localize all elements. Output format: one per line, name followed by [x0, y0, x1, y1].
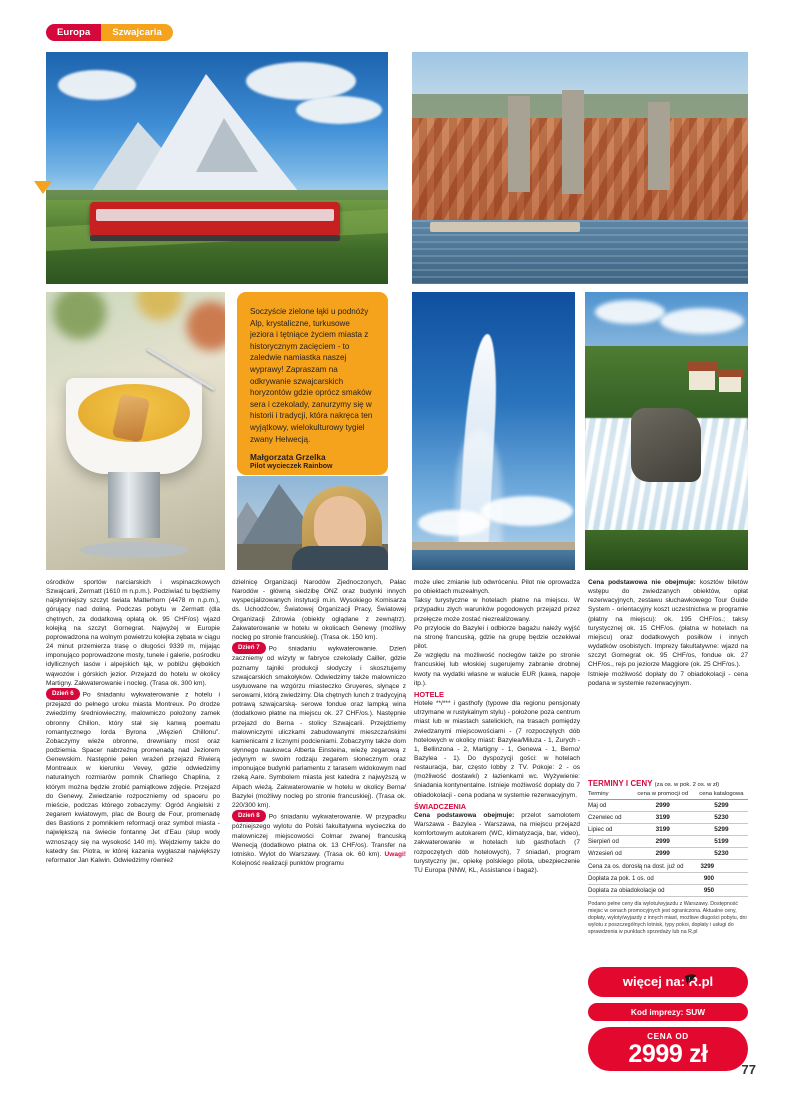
text-column-3 — [414, 578, 580, 875]
text-column-2 — [232, 578, 406, 868]
badge-country[interactable]: Szwajcaria — [101, 24, 173, 41]
house-shape — [719, 376, 741, 392]
text-column-4 — [588, 578, 748, 688]
price-from-label: CENA OD — [647, 1032, 689, 1041]
day-paragraph — [232, 810, 406, 868]
pilot-quote-card — [237, 292, 388, 475]
day-paragraph — [46, 688, 220, 865]
day-text: Po śniadaniu wykwaterowanie. W przypadku późniejszego wylotu do Polski fakultatywna wycieczka do malowniczej miejscowości Colmar zwanej francuską Wenecją (dodatkowo płatna ok. 13 CHF/os). Transfer na lotnisko. Wylot do Warszawy. (Trasa ok. 60 km). — [232, 813, 406, 858]
paragraph: ośrodków sportów narciarskich i wspinaczkowych Szwajcarii, Zermatt (1610 m n.p.m.). Podziwiać tu będziemy najsłynniejszy szczyt świata Matterhorn (4478 m n.p.m.), górujący nad doliną. Podczas pobytu w Zermatt (dla chętnych, za dodatkową opłatą ok. 95 CHF/os) wjazd kolejką na szczyt Gornegrat. Najwyżej w Europie poprowadzona na wolnym powietrzu kolejka zębata w ciągu 24 minut przemierza trasę o długości 9339 m, mijając imponująco poprowadzone mosty, tunele i galerie, pośrodku idyllicznych lasów i alpejskich łąk, w pobliżu głębokich wąwozów i górskich jezior. Przejazd do hotelu w okolicy Martigny. Zakwaterowanie i nocleg. (Trasa ok. 300 km). — [46, 579, 220, 687]
section-heading-services: ŚWIADCZENIA — [414, 801, 467, 811]
table-row-extra — [588, 872, 748, 884]
cell-value: 950 — [695, 884, 748, 896]
cell-promo: 2999 — [631, 799, 695, 811]
day-text: Po śniadaniu wykwaterowanie z hotelu i przejazd do pełnego uroku miasta Montreux. Po drodze zwiedzimy średniowieczny, malowniczo położony zamek obronny Chillon, który stał się kanwą poematu romantycznego lorda Byrona „Więzień Chillonu”. Zobaczymy wieże obronne, drewniany most oraz podziemia. Spacer nabrzeżną promenadą nad Jeziorem Genewskim. Następnie pełen wrażeń przejazd Riwierą Montreaux w kierunku Vevey, gdzie odwiedzimy naturalnych rozmiarów pomnik Charliego Chaplina, z którym można będzie zrobić pamiątkowe zdjęcie. Przejazd do Genewy. Zwiedzanie rozpoczniemy od spaceru po mieście, podczas którego zobaczymy: Ogród Angielski z zegarem kwiatowym, plac de Bourg de Four, promenadę des Bastions z pomnikiem reformacji oraz symbol miasta - największą na świecie fontannę Jet d'Eau (słup wody wznoszący się na wysokość 140 m). Wejdziemy także do katedry św. Piotra, w której kazania wygłaszał największy reformator Jan Kalwin. Odwiedzimy również — [46, 691, 220, 864]
more-info-button[interactable]: więcej na: R.pl — [588, 967, 748, 997]
pot-stem-shape — [108, 472, 160, 538]
cell-catalog: 5230 — [695, 811, 748, 823]
red-train-shape — [90, 202, 340, 236]
cell-promo: 3199 — [631, 823, 695, 835]
paragraph: Istnieje możliwość dopłaty do 7 obiadokolacji - cena podana w systemie rezerwacyjnym. — [588, 670, 748, 687]
pot-base-shape — [80, 542, 188, 558]
cell-catalog: 5299 — [695, 823, 748, 835]
cell-catalog: 5230 — [695, 848, 748, 860]
price-table-body — [588, 799, 748, 897]
table-header-row — [588, 791, 748, 799]
cell-value: 3299 — [695, 860, 748, 872]
paragraph: Po przylocie do Bazylei i odbiorze bagażu należy wyjść na stronę francuską, gdzie na grupę będzie oczekiwał pilot. — [414, 624, 580, 651]
cell-label: Cena za os. dorosłą na dost. już od — [588, 860, 695, 872]
day-badge-8: Dzień 8 — [232, 810, 266, 822]
paragraph: Ze względu na możliwość noclegów także po stronie francuskiej lub włoskiej sugerujemy zabranie drobnej kwoty na wydatki własne w walucie EUR (kawa, napoje itp.). — [414, 652, 580, 687]
notice-text: Kolejność realizacji punktów programu — [232, 860, 344, 868]
quote-text: Soczyście zielone łąki u podnóży Alp, krystaliczne, turkusowe jeziora i tętniące życiem miasta z historycznym zacięciem - to zaledwie namiastka naszej wyprawy! Zapraszam na odkrywanie szwajcarskich horyzontów gdzie oprócz smaków sera i czekolady, zanurzymy się w historii i tradycji, która nakręca ten wyjątkowy, wielokulturowy tygiel zwany Helwecją. — [250, 307, 373, 444]
paragraph: Hotele **/*** i gasthofy (typowe dla regionu pensjonaty utrzymane w rustykalnym stylu) - położone poza centrum miast lub w miastach satelickich, na trasach pomiędzy zwiedzanymi miejscowościami - (7 rozpoczętych dób hotelowych w okolicy miast: Bazylea/Miluza - 1, Zurych - 1, Bellinzona - 2, Martigny - 1, Genewa - 1, Berno/ Bazylea - 1). Do dyspozycji gości: w hotelach restauracja, bar, często lobby z TV. Pokoje: 2 - os (możliwość dostawki) z łazienkami wc. Wyżywienie: śniadania kontynentalne. Istnieje możliwość dopłaty do 7 obiadokolacji - cena podana w systemie rezerwacyjnym. — [414, 700, 580, 799]
rock-outcrop-shape — [631, 408, 701, 482]
col-header-catalog: cena katalogowa — [695, 791, 748, 799]
cell-promo: 3199 — [631, 811, 695, 823]
page-number: 77 — [741, 1062, 756, 1077]
cell-promo: 2999 — [631, 836, 695, 848]
table-row — [588, 799, 748, 811]
photo-cheese-fondue — [46, 292, 225, 570]
price-table-footnote: Podano pełne ceny dla wylotu/wyjazdu z Warszawy. Dostępność miejsc w cenach promocyjnych jest ograniczona. Aktualne ceny, dopłaty, wyloty/wyjazdy z innych miast, możliwe długości pobytu, dni wylotu z poszczególnych lotnisk, typy pokoi, dopłaty i usługi do sprawdzenia w punktach sprzedaży lub na R.pl — [588, 901, 747, 936]
price-table-title — [588, 779, 748, 788]
price-from-amount: 2999 zł — [628, 1040, 708, 1068]
price-table — [588, 791, 748, 897]
table-row-extra — [588, 884, 748, 896]
trip-code-badge: Kod imprezy: SUW — [588, 1003, 748, 1021]
cell-catalog: 5299 — [695, 799, 748, 811]
notice-label: Uwagi! — [384, 850, 406, 858]
bridge-shape — [430, 222, 580, 232]
photo-zurich-old-town-river — [412, 52, 748, 284]
col-header-promo: cena w promocji od — [631, 791, 695, 799]
table-row — [588, 848, 748, 860]
blurred-food-shape — [46, 292, 225, 392]
table-row — [588, 823, 748, 835]
cell-value: 900 — [695, 872, 748, 884]
price-table-block — [588, 779, 748, 936]
cell-promo: 2999 — [631, 848, 695, 860]
church-tower-shape — [562, 90, 584, 194]
cell-label: Dopłata za obiadokolacje od — [588, 884, 695, 896]
quote-author: Małgorzata Grzelka — [250, 452, 326, 463]
roof-shape — [717, 369, 743, 377]
price-table-head — [588, 791, 748, 799]
speech-bubble-tail-icon — [34, 181, 52, 194]
church-tower-shape — [648, 102, 670, 190]
cell-term: Sierpień od — [588, 836, 631, 848]
price-title-text: TERMINY I CENY — [588, 779, 653, 788]
excluded-text: kosztów biletów wstępu do zwiedzanych obiektów, opłat rezerwacyjnych, zestawu słuchawkowego Tour Guide System - orientacyjny koszt uczestnictwa w programie (płatny na miejscu): ok. 195 CHF/os.; taksy turystycznej ok. 15 CHF/os. (płatna w hotelach na miejscu) oraz dodatkowych posiłków i innych wydatków osobistych. Imprezy fakultatywne: wjazd na szczyt Gornegrat ok. 95 CHF/os, fondue ok. 27 CHF/os., rejs po jeziorze Maggiore (ok. 25 CHF/os.). — [588, 579, 748, 669]
foreground-bushes-shape — [585, 530, 748, 570]
church-tower-shape — [508, 96, 530, 192]
lake-shape — [412, 550, 575, 570]
cloud-shape — [296, 96, 382, 124]
breadcrumb — [46, 24, 173, 41]
included-label: Cena podstawowa obejmuje: — [414, 811, 515, 819]
day-badge-7: Dzień 7 — [232, 642, 266, 654]
price-from-badge[interactable] — [588, 1027, 748, 1071]
price-title-subtitle: (za os. w pok. 2 os. w zł) — [654, 782, 720, 788]
cell-term: Lipiec od — [588, 823, 631, 835]
col-header-terms: Terminy — [588, 791, 631, 799]
cell-term: Wrzesień od — [588, 848, 631, 860]
paragraph: może ulec zmianie lub odwróceniu. Pilot nie oprowadza po obiektach muzealnych. — [414, 579, 580, 596]
cloud-shape — [595, 300, 665, 324]
paragraph: Taksy turystyczne w hotelach płatne na miejscu. W przypadku złych warunków pogodowych przejazd przez przełęcze może zostać niezrealizowany. — [414, 597, 580, 623]
photo-rhine-falls — [585, 292, 748, 570]
excluded-label: Cena podstawowa nie obejmuje: — [588, 579, 696, 586]
text-column-1 — [46, 578, 220, 865]
paragraph: dzielnicę Organizacji Narodów Zjednoczonych, Pałac Narodów - główną siedzibę ONZ oraz budynki innych wyspecjalizowanych instytucji m.in. Wysokiego Komisarza ds. Uchodźców, Światowej Organizacji Pracy, Światowej Organizacji Zdrowia (obiekty oglądane z zewnątrz). Zakwaterowanie w hotelu w okolicach Genewy (możliwy nocleg po stronie francuskiej). (Trasa ok. 150 km). — [232, 579, 406, 641]
day-paragraph — [232, 642, 406, 810]
photo-tour-guide-portrait — [237, 476, 388, 570]
photo-matterhorn-gornergrat-train — [46, 52, 388, 284]
torso-shape — [292, 546, 388, 570]
photo-jet-deau-geneva — [412, 292, 575, 570]
paragraph — [414, 811, 580, 875]
cloud-shape — [660, 308, 744, 334]
table-row-extra — [588, 860, 748, 872]
table-row — [588, 836, 748, 848]
badge-region[interactable]: Europa — [46, 24, 101, 41]
cell-term: Czerwiec od — [588, 811, 631, 823]
section-heading-hotels: HOTELE — [414, 689, 444, 699]
cell-term: Maj od — [588, 799, 631, 811]
house-shape — [689, 370, 715, 390]
table-row — [588, 811, 748, 823]
day-text: Po śniadaniu wykwaterowanie. Dzień zaczniemy od wizyty w fabryce czekolady Cailler, gdzie poznamy tajniki produkcji słodyczy i skosztujemy szwajcarskich smakołyków. Odwiedzimy także malowniczo usytuowane na wzgórzu miasteczko Gruyeres, słynące z serowarni, którą zwiedzimy. Dla chętnych lunch z tradycyjną potrawą szwajcarską- serowe fondue oraz lampką wina (dodatkowo płatne na miejscu ok. 27 CHF/os.). Następnie przejazd do Berna - stolicy Szwajcarii. Przejdziemy malowniczymi uliczkami zabudowanymi mieszczańskimi kamienicami z licznymi podcieniami. Zobaczymy także dom słynnego naukowca Alberta Einsteina, wieżę zegarową z jedynym w swoim rodzaju zegarem słonecznym oraz imponujące budynki parlamentu z tarasem widokowym nad rzeką Aare. Symbolem miasta jest katedra z najwyższą w Alpach wieżą. Zakwaterowanie w hotelu w okolicy Berna/ Bazylei (możliwy nocleg po stronie francuskiej). (Trasa ok. 220/300 km). — [232, 645, 406, 809]
paragraph — [588, 578, 748, 670]
included-text: przelot samolotem Warszawa - Bazylea - Warszawa, na miejscu przejazd komfortowym autokarem (WC, klimatyzacja, bar, video), zakwaterowanie w hotelach lub gasthofach (7 rozpoczętych dób hotelowych), 7 śniadań, program turystyczny jw., opiekę polskiego pilota, ubezpieczenie TU Europa (NNW, KL, Assistance i bagaż). — [414, 811, 580, 874]
quote-author-role: Pilot wycieczek Rainbow — [250, 463, 333, 471]
day-badge-6: Dzień 6 — [46, 688, 80, 700]
cell-catalog: 5199 — [695, 836, 748, 848]
cloud-shape — [58, 70, 136, 100]
roof-shape — [687, 362, 717, 371]
rock-shape — [196, 118, 258, 172]
cell-label: Dopłata za pok. 1 os. od — [588, 872, 695, 884]
